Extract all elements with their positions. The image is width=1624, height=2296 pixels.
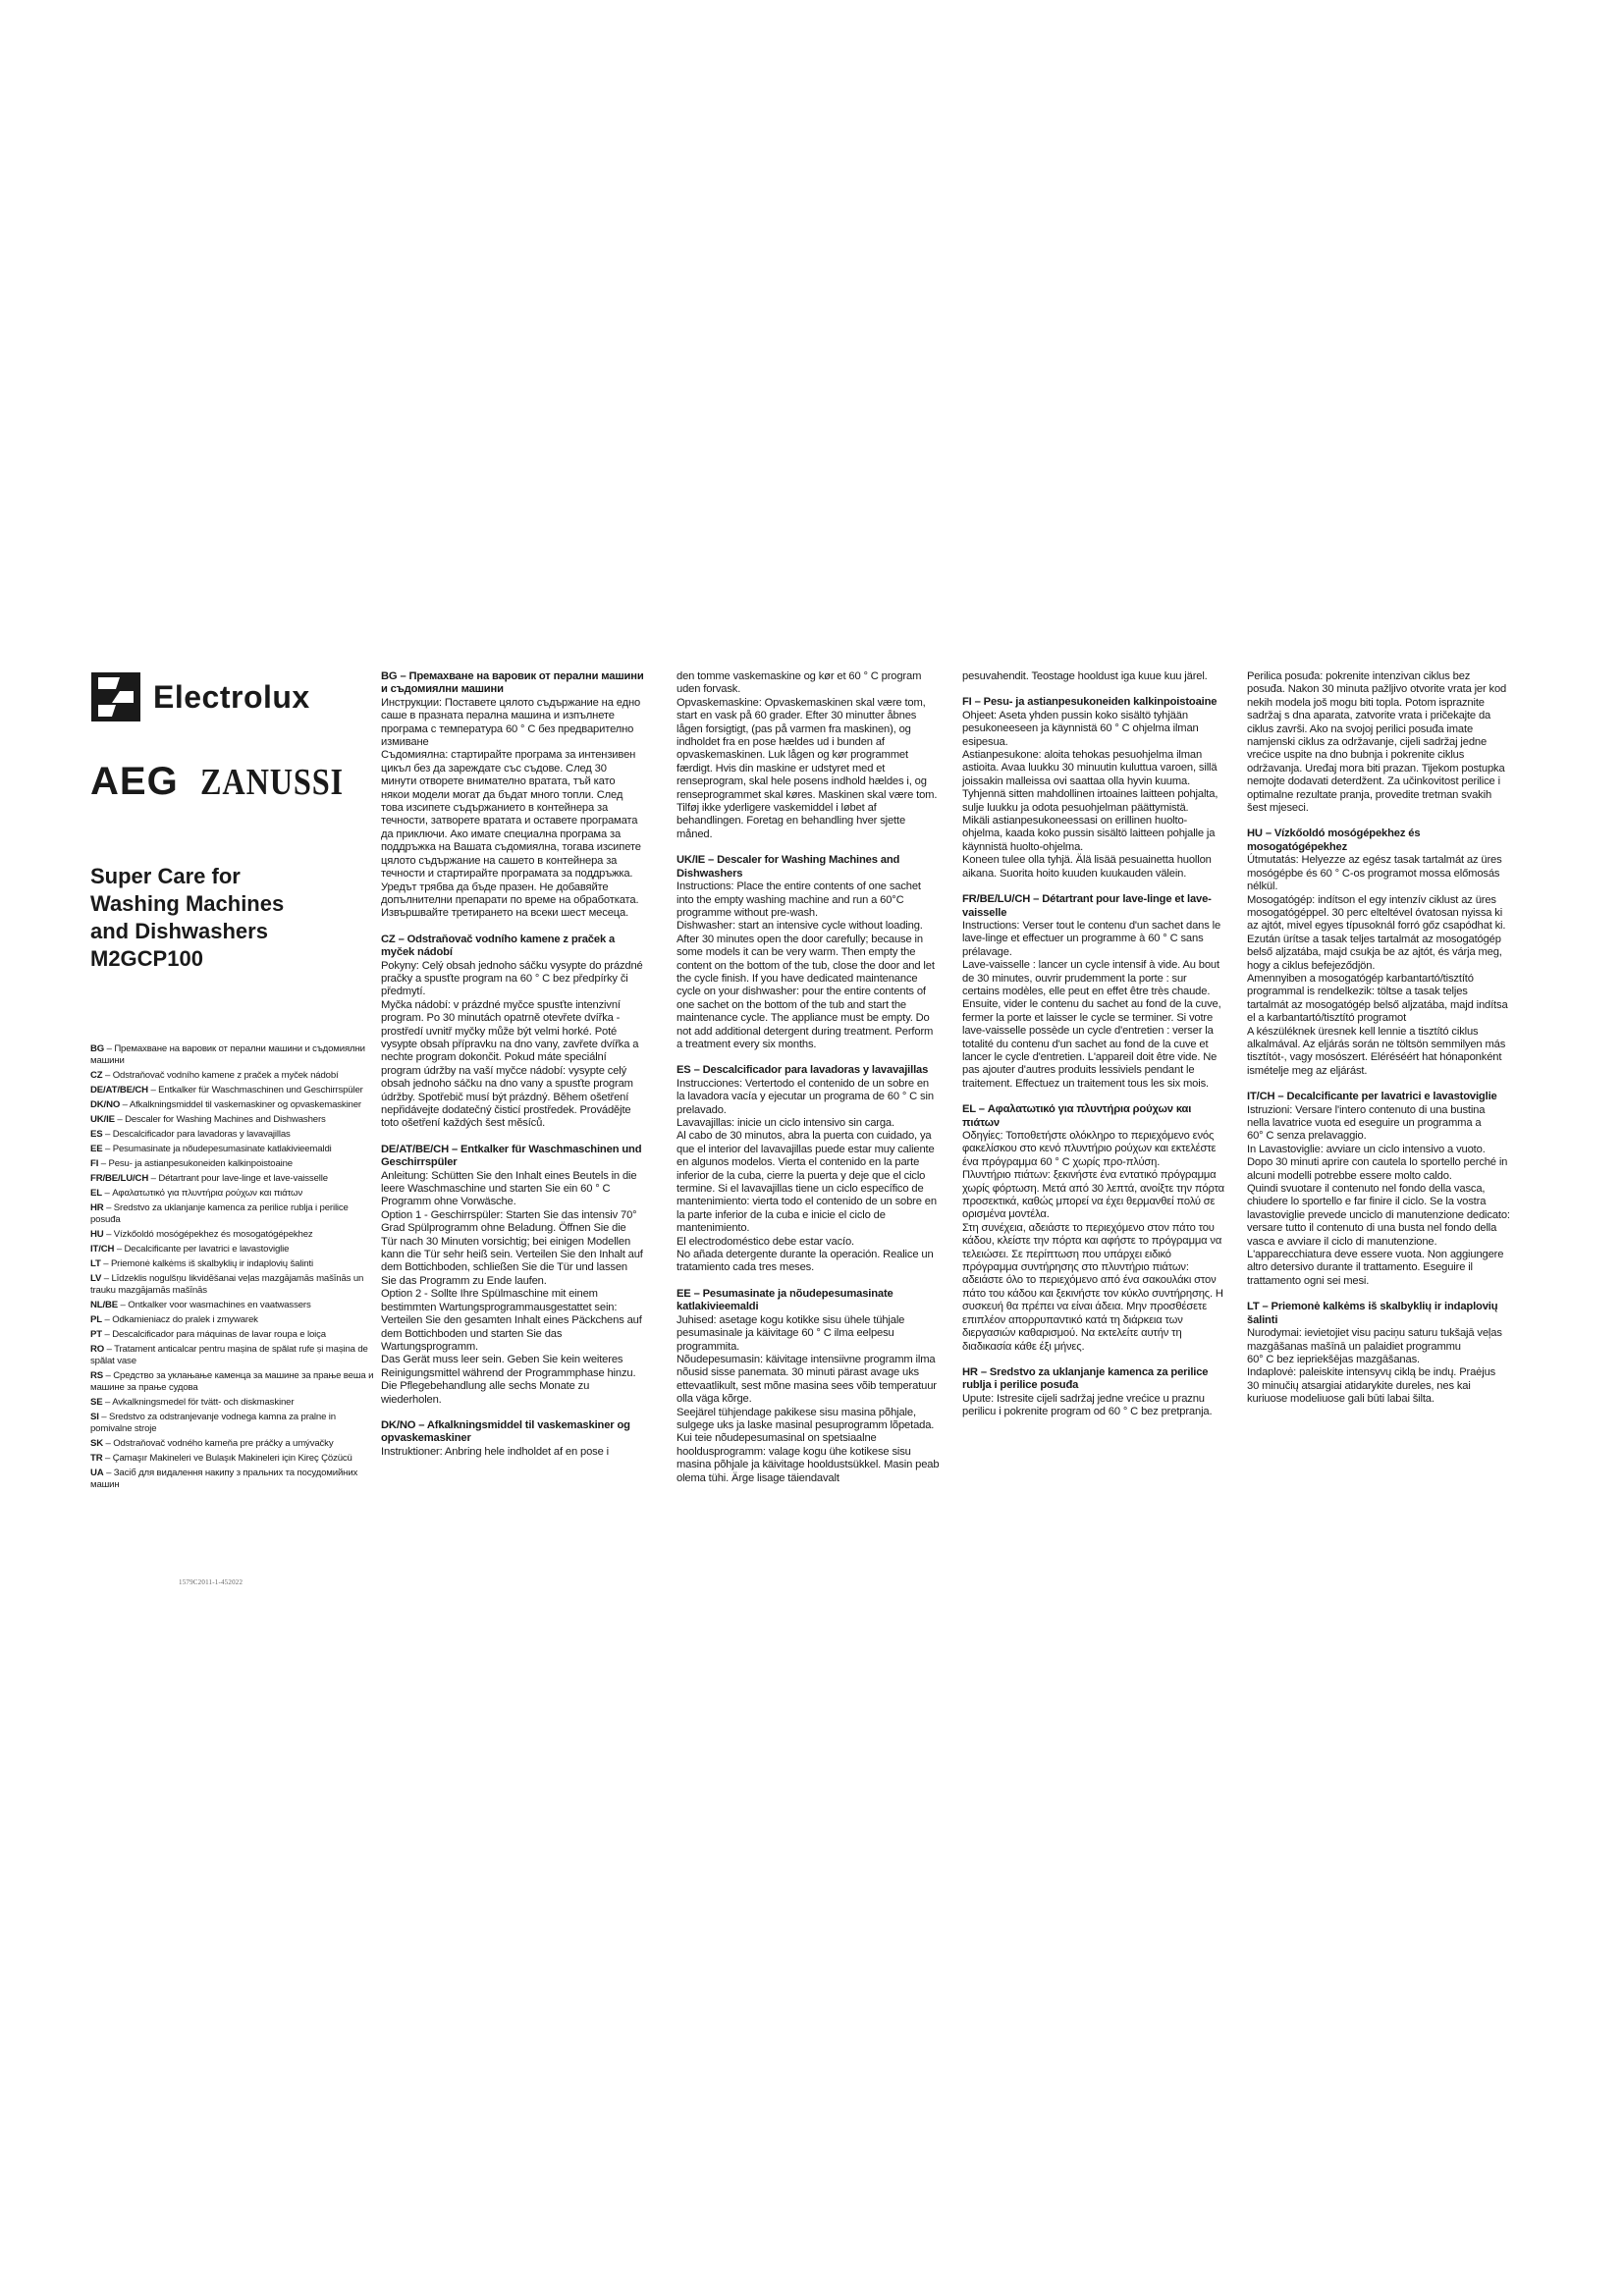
section-body: Upute: Istresite cijeli sadržaj jedne vrećice u praznu perilicu i pokrenite program od 60 ° C bez pretpranja. [962, 1392, 1213, 1418]
section-body: pesuvahendit. Teostage hooldust iga kuue kuu järel. [962, 670, 1208, 682]
section-heading: FI – Pesu- ja astianpesukoneiden kalkinpoistoaine [962, 696, 1218, 709]
language-label: Засіб для видалення накипу з пральних та посудомийних машин [90, 1468, 358, 1490]
language-code: CZ [90, 1070, 103, 1081]
language-index-item: HU – Vízkőoldó mosógépekhez és mosogatógépekhez [90, 1229, 313, 1240]
language-code: SE [90, 1397, 103, 1408]
section-body: Instruktioner: Anbring hele indholdet af en pose i [381, 1445, 609, 1458]
language-index-item: SK – Odstraňovač vodného kameňa pre práčky a umývačky [90, 1438, 334, 1449]
language-index-item: SE – Avkalkningsmedel för tvätt- och diskmaskiner [90, 1397, 295, 1408]
section-heading: FR/BE/LU/CH – Détartrant pour lave-linge et lave-vaisselle [962, 893, 1212, 919]
section-body: Nurodymai: ievietojiet visu paciņu saturu tukšajā veļas mazgāšanas mašīnā un palaidiet programmu 60° C bez iepriekšējas mazgāšanas. Indaplovė: paleiskite intensyvų ciklą be indų. Praėjus 30 minučių atsargiai atidarykite dureles, nes kai kuriuose modeliuose gali būti labai šilta. [1247, 1327, 1502, 1406]
language-index-item: UA – Засіб для видалення накипу з пральних та посудомийних машин [90, 1468, 358, 1490]
language-section [962, 1366, 1225, 1419]
section-body: Instrucciones: Vertertodo el contenido de un sobre en la lavadora vacía y ejecutar un programa de 60 ° C sin prelavado. Lavavajillas: inicie un ciclo intensivo sin carga. Al cabo de 30 minutos, abra la puerta con cuidado, ya que el interior del lavavajillas puede estar muy caliente en algunos modelos. Vierta el contenido en la parte inferior de la cuba, cierre la puerta y deje que el ciclo termine. Si el lavavajillas tiene un ciclo específico de mantenimiento: vierta todo el contenido de un sobre en la parte inferior de la cuba e inicie el ciclo de mantenimiento. El electrodoméstico debe estar vacío. No añada detergente durante la operación. Realice un tratamiento cada tres meses. [677, 1077, 937, 1274]
aeg-logo: AEG [90, 760, 179, 803]
section-body: Juhised: asetage kogu kotikke sisu ühele tühjale pesumasinale ja käivitage 60 ° C ilma eelpesu programmita. Nõudepesumasin: käivitage intensiivne programm ilma nõusid sisse panemata. 30 minuti pärast avage uks ettevaatlikult, sest mõne masina sees võib temperatuur olla väga kõrge. Seejärel tühjendage pakikese sisu masina põhjale, sulgege uks ja laske masinal pesuprogramm lõpetada. Kui teie nõudepesumasinal on spetsiaalne hooldusprogramm: valage kogu ühe kotikese sisu masina põhjale ja käivitage hooldustsükkel. Masin peab olema tühi. Ärge lisage täiendavalt [677, 1313, 940, 1484]
language-section [1247, 1301, 1510, 1406]
language-section [381, 670, 644, 921]
section-heading: ES – Descalcificador para lavadoras y lavavajillas [677, 1064, 929, 1077]
language-section [962, 1103, 1225, 1354]
section-heading: CZ – Odstraňovač vodního kamene z praček a myček nádobí [381, 933, 616, 959]
language-code: EL [90, 1188, 102, 1199]
language-index-item: DE/AT/BE/CH – Entkalker für Waschmaschinen und Geschirrspüler [90, 1085, 363, 1095]
language-code: RS [90, 1370, 104, 1381]
electrolux-logo [90, 667, 346, 726]
language-index-item: EL – Αφαλατωτικό για πλυντήρια ρούχων και πιάτων [90, 1188, 303, 1199]
language-code: UA [90, 1468, 104, 1478]
language-code: LT [90, 1258, 101, 1269]
section-body: den tomme vaskemaskine og kør et 60 ° C program uden forvask. Opvaskemaskine: Opvaskemaskinen skal være tom, start en vask på 60 grader. Efter 30 minutter åbnes lågen forsigtigt, (pas på varmen fra maskinen), og indholdet fra en pose hældes ud i bunden af opvaskemaskinen. Luk lågen og kør programmet færdigt. Hvis din maskine er udstyret med et renseprogram, skal hele posens indhold hældes i, og renseprogrammet skal køres. Maskinen skal være tom. Tilføj ikke yderligere vaskemiddel i løbet af behandlingen. Foretag en behandling hver sjette måned. [677, 670, 938, 840]
language-code: SI [90, 1412, 99, 1422]
language-label: Pesumasinate ja nõudepesumasinate katlakivieemaldi [112, 1144, 332, 1154]
section-body: Istruzioni: Versare l'intero contenuto di una bustina nella lavatrice vuota ed eseguire un programma a 60° C senza prelavaggio. In Lavastoviglie: avviare un ciclo intensivo a vuoto. Dopo 30 minuti aprire con cautela lo sportello perché in alcuni modelli potrebbe essere molto caldo. Quindi svuotare il contenuto nel fondo della vasca, chiudere lo sportello e far finire il ciclo. Se la vostra lavastoviglie prevede unciclo di manutenzione dedicato: versare tutto il contenuto di una busta nel fondo della vasca e avviare il ciclo di manutenzione. L'apparecchiatura deve essere vuota. Non aggiungere altro detersivo durante il trattamento. Eseguire il trattamento ogni sei mesi. [1247, 1103, 1510, 1287]
language-code: IT/CH [90, 1244, 115, 1255]
language-section [962, 893, 1225, 1091]
language-label: Odstraňovač vodního kamene z praček a myček nádobí [112, 1070, 339, 1081]
language-index-item: RO – Tratament anticalcar pentru mașina de spălat rufe și mașina de spălat vase [90, 1344, 368, 1366]
language-code: RO [90, 1344, 105, 1355]
language-code: DK/NO [90, 1099, 121, 1110]
section-heading: DK/NO – Afkalkningsmiddel til vaskemaskiner og opvaskemaskiner [381, 1418, 630, 1445]
language-label: Sredstvo za odstranjevanje vodnega kamna za pralne in pomivalne stroje [90, 1412, 336, 1434]
product-title: Super Care for Washing Machines and Dishwashers [90, 864, 285, 943]
section-body: Instructions: Verser tout le contenu d'un sachet dans le lave-linge et effectuer un programme à 60 ° C sans prélavage. Lave-vaisselle : lancer un cycle intensif à vide. Au bout de 30 minutes, ouvrir prudemment la porte : sur certains modèles, elle peut en effet être très chaude. Ensuite, vider le contenu du sachet au fond de la cuve, fermer la porte et laisser le cycle se terminer. Si votre lave-vaisselle possède un cycle d'entretien : verser la totalité du contenu d'un sachet au fond de la cuve et lancer le cycle d'entretien. L'appareil doit être vide. Ne pas ajouter d'autres produits lessiviels pendant le traitement. Effectuez un traitement tous les six mois. [962, 919, 1221, 1090]
section-heading: HR – Sredstvo za uklanjanje kamenca za perilice rublja i perilice posuđa [962, 1365, 1209, 1392]
language-label: Sredstvo za uklanjanje kamenca za perilice rublja i perilice posuđa [90, 1202, 349, 1225]
section-body: Instructions: Place the entire contents of one sachet into the empty washing machine and run a 60°C programme without pre-wash. Dishwasher: start an intensive cycle without loading. After 30 minutes open the door carefully; because in some models it can be very warm. Then empty the content on the bottom of the tub, close the door and let the cycle finish. If you have dedicated maintenance cycle on your dishwasher: pour the entire contents of one sachet on the bottom of the tub and start the maintenance cycle. The appliance must be empty. Do not add additional detergent during treatment. Perform a treatment every six months. [677, 881, 935, 1050]
language-section [1247, 670, 1510, 815]
language-section [1247, 1091, 1510, 1288]
language-index-item: EE – Pesumasinate ja nõudepesumasinate katlakivieemaldi [90, 1144, 332, 1154]
brand-logos-row [90, 760, 346, 804]
language-index-item: BG – Премахване на варовик от перални машини и съдомиялни машини [90, 1043, 365, 1066]
language-code: TR [90, 1453, 103, 1464]
language-label: Ontkalker voor wasmachines en vaatwassers [128, 1300, 311, 1310]
language-label: Līdzeklis nogulšņu likvidēšanai veļas mazgājamās mašīnās un trauku mazgājamās mašīnās [90, 1273, 364, 1296]
language-section [962, 670, 1225, 683]
text-column-1 [381, 670, 644, 1471]
language-index-item: IT/CH – Decalcificante per lavatrici e lavastoviglie [90, 1244, 290, 1255]
section-heading: EE – Pesumasinate ja nõudepesumasinate katlakivieemaldi [677, 1287, 893, 1313]
language-label: Descaler for Washing Machines and Dishwashers [125, 1114, 326, 1125]
language-label: Détartrant pour lave-linge et lave-vaisselle [158, 1173, 328, 1184]
section-heading: BG – Премахване на варовик от перални машини и съдомиялни машини [381, 670, 644, 696]
language-section [677, 1288, 940, 1485]
language-code: ES [90, 1129, 103, 1140]
zanussi-logo: ZANUSSI [199, 762, 344, 803]
language-code: UK/IE [90, 1114, 115, 1125]
text-column-3 [962, 670, 1225, 1432]
language-label: Vízkőoldó mosógépekhez és mosogatógépekhez [113, 1229, 313, 1240]
language-code: HU [90, 1229, 104, 1240]
text-column-2 [677, 670, 940, 1498]
language-label: Средство за уклањање каменца за машине за прање веша и машине за прање судова [90, 1370, 374, 1393]
language-index-item: NL/BE – Ontkalker voor wasmachines en vaatwassers [90, 1300, 311, 1310]
language-index-item: TR – Çamaşır Makineleri ve Bulaşık Makineleri için Kireç Çözücü [90, 1453, 352, 1464]
electrolux-mark-icon [90, 671, 141, 722]
section-body: Perilica posuđa: pokrenite intenzivan ciklus bez posuđa. Nakon 30 minuta pažljivo otvorite vrata jer kod nekih modela još mogu biti topla. Potom ispraznite sadržaj s dna aparata, zatvorite vrata i pričekajte da ciklus završi. Ako na svojoj perilici posuđa imate namjenski ciklus za održavanje, cijeli sadržaj jedne vrećice uspite na dno bubnja i pokrenite ciklus održavanja. Uređaj mora biti prazan. Tijekom postupka nemojte dodavati deterdžent. Za učinkovitost perilice i optimalne rezultate pranja, provedite tretman svakih šest mjeseci. [1247, 670, 1507, 815]
language-index-item: LV – Līdzeklis nogulšņu likvidēšanai veļas mazgājamās mašīnās un trauku mazgājamās mašīnās [90, 1273, 364, 1296]
language-label: Entkalker für Waschmaschinen und Geschirrspüler [158, 1085, 363, 1095]
language-code: BG [90, 1043, 105, 1054]
language-index-item: CZ – Odstraňovač vodního kamene z praček a myček nádobí [90, 1070, 339, 1081]
language-index-item: FR/BE/LU/CH – Détartrant pour lave-linge et lave-vaisselle [90, 1173, 328, 1184]
language-index-item: PL – Odkamieniacz do pralek i zmywarek [90, 1314, 258, 1325]
language-section [381, 1419, 644, 1459]
language-label: Afkalkningsmiddel til vaskemaskiner og opvaskemaskiner [129, 1099, 361, 1110]
language-code: HR [90, 1202, 104, 1213]
language-index-item: ES – Descalcificador para lavadoras y lavavajillas [90, 1129, 291, 1140]
language-index-item: FI – Pesu- ja astianpesukoneiden kalkinpoistoaine [90, 1158, 293, 1169]
language-section [381, 934, 644, 1131]
language-label: Odstraňovač vodného kameňa pre práčky a umývačky [113, 1438, 334, 1449]
brand-column [90, 667, 346, 973]
section-heading: DE/AT/BE/CH – Entkalker für Waschmaschinen und Geschirrspüler [381, 1143, 642, 1169]
language-label: Odkamieniacz do pralek i zmywarek [112, 1314, 258, 1325]
language-code: PT [90, 1329, 102, 1340]
language-section [677, 854, 940, 1051]
language-label: Avkalkningsmedel för tvätt- och diskmaskiner [112, 1397, 295, 1408]
language-index-item: DK/NO – Afkalkningsmiddel til vaskemaskiner og opvaskemaskiner [90, 1099, 361, 1110]
language-index-item: HR – Sredstvo za uklanjanje kamenca za perilice rublja i perilice posuđa [90, 1202, 349, 1225]
language-label: Descalcificador para máquinas de lavar roupa e loiça [112, 1329, 326, 1340]
language-label: Pesu- ja astianpesukoneiden kalkinpoistoaine [108, 1158, 293, 1169]
language-section [381, 1144, 644, 1407]
language-label: Премахване на варовик от перални машини и съдомиялни машини [90, 1043, 365, 1066]
section-body: Ohjeet: Aseta yhden pussin koko sisältö tyhjään pesukoneeseen ja käynnistä 60 ° C ohjelma ilman esipesua. Astianpesukone: aloita tehokas pesuohjelma ilman astioita. Avaa luukku 30 minuutin kuluttua varoen, sillä joissakin malleissa ovi saattaa olla hyvin kuuma. Tyhjennä sitten mahdollinen irtoaines laitteen pohjalta, sulje luukku ja odota pesuohjelman päättymistä. Mikäli astianpesukoneessasi on erillinen huolto-ohjelma, kaada koko pussin sisältö laitteen pohjalle ja käynnistä huolto-ohjelma. Koneen tulee olla tyhjä. Älä lisää pesuainetta huollon aikana. Suorita hoito kuuden kuukauden välein. [962, 709, 1218, 880]
language-label: Descalcificador para lavadoras y lavavajillas [112, 1129, 291, 1140]
language-code: DE/AT/BE/CH [90, 1085, 148, 1095]
product-code: M2GCP100 [90, 946, 203, 971]
language-section [1247, 828, 1510, 1078]
section-heading: EL – Αφαλατωτικό για πλυντήρια ρούχων και πιάτων [962, 1103, 1192, 1129]
section-heading: UK/IE – Descaler for Washing Machines and Dishwashers [677, 854, 900, 880]
section-body: Инструкции: Поставете цялото съдържание на едно саше в празната перална машина и изпълнете програма с температура 60 ° С без предварително измиване Съдомиялна: стартирайте програма за интензивен цикъл без да зареждате със съдове. След 30 минути отворете внимателно вратата, тъй като някои модели могат да бъдат много топли. След това изсипете съдържанието в контейнера за течности, затворете вратата и оставете програмата да приключи. Ако имате специална програма за поддръжка на Вашата съдомиялна, тогава изсипете цялото съдържание на сашето в контейнера за течности и стартирайте програмата за поддръжка. Уредът трябва да бъде празен. Не добавяйте допълнителни препарати по време на обработката. Извършвайте третирането на всеки шест месеца. [381, 696, 641, 920]
section-body: Anleitung: Schütten Sie den Inhalt eines Beutels in die leere Waschmaschine und starten Sie ein 60 ° C Programm ohne Vorwäsche. Option 1 - Geschirrspüler: Starten Sie das intensiv 70° Grad Spülprogramm ohne Beladung. Öffnen Sie die Tür nach 30 Minuten vorsichtig; bei einigen Modellen kann die Tür sehr heiß sein. Verteilen Sie den Inhalt auf dem Bottichboden, schließen Sie die Tür und lassen Sie das Programm zu Ende laufen. Option 2 - Sollte Ihre Spülmaschine mit einem bestimmten Wartungsprogrammausgestattet sein: Verteilen Sie den gesamten Inhalt eines Päckchens auf dem Bottichboden und starten Sie das Wartungsprogramm. Das Gerät muss leer sein. Geben Sie kein weiteres Reinigungsmittel während der Programmphase hinzu. Die Pflegebehandlung alle sechs Monate zu wiederholen. [381, 1169, 643, 1406]
language-code: SK [90, 1438, 104, 1449]
section-body: Pokyny: Celý obsah jednoho sáčku vysypte do prázdné pračky a spusťte program na 60 ° C bez předpírky či předmytí. Myčka nádobí: v prázdné myčce spusťte intenzivní program. Po 30 minutách opatrně otevřete dvířka - prostředí uvnitř myčky může být velmi horké. Poté vysypte obsah přípravku na dno vany, zavřete dvířka a nechte program dokončit. Pokud máte speciální program údržby na vaší myčce nádobí: vysypte celý obsah jednoho sáčku na dno vany a spusťte program údržby. Spotřebič musí být prázdný. Během ošetření nepřidávejte dodatečný čisticí prostředek. Provádějte toto ošetření každých šest měsíců. [381, 959, 643, 1130]
section-body: Οδηγίες: Τοποθετήστε ολόκληρο το περιεχόμενο ενός φακελίσκου στο κενό πλυντήριο ρούχων και εκτελέστε ένα πρόγραμμα 60 ° C χωρίς προ-πλύση. Πλυντήριο πιάτων: ξεκινήστε ένα εντατικό πρόγραμμα χωρίς φόρτωση. Μετά από 30 λεπτά, ανοίξτε την πόρτα προσεκτικά, καθώς μπορεί να έχει θερμανθεί πολύ σε ορισμένα μοντέλα. Στη συνέχεια, αδειάστε το περιεχόμενο στον πάτο του κάδου, κλείστε την πόρτα και αφήστε το πρόγραμμα να τελειώσει. Σε περίπτωση που υπάρχει ειδικό πρόγραμμα συντήρησης στο πλυντήριο πιάτων: αδειάστε όλο το περιεχόμενο από ένα σακουλάκι στον πάτο του κάδου και ξεκινήστε τον κύκλο συντήρησης. Η συσκευή θα πρέπει να είναι άδεια. Μην προσθέσετε επιπλέον απορρυπαντικό κατά τη διάρκεια των διεργασιών καθαρισμού. Να εκτελείτε αυτήν τη διαδικασία κάθε έξι μήνες. [962, 1130, 1224, 1353]
section-heading: LT – Priemonė kalkėms iš skalbyklių ir indaplovių šalinti [1247, 1301, 1498, 1326]
language-index [90, 1043, 375, 1494]
language-label: Tratament anticalcar pentru mașina de spălat rufe și mașina de spălat vase [90, 1344, 368, 1366]
language-index-item: SI – Sredstvo za odstranjevanje vodnega kamna za pralne in pomivalne stroje [90, 1412, 336, 1434]
section-body: Útmutatás: Helyezze az egész tasak tartalmát az üres mosógépbe és 60 ° C-os programot mossa előmosás nélkül. Mosogatógép: indítson el egy intenzív ciklust az üres mosogatógéppel. 30 perc elteltével óvatosan nyissa ki az ajtót, mivel egyes típusoknál forró gőz csapódhat ki. Ezután ürítse a tasak teljes tartalmát az mosogatógép belső aljzatába, majd csukja be az ajtót, és várja meg, hogy a ciklus befejeződjön. Amennyiben a mosogatógép karbantartó/tisztító programmal is rendelkezik: töltse a tasak teljes tartalmát az mosogatógép belső aljzatába, majd indítsa el a karbantartó/tisztító programot A készüléknek üresnek kell lennie a tisztító ciklus alkalmával. Az eljárás során ne töltsön semmilyen más tisztítót-, vagy mosószert. Eléréséért hat hónaponként ismételje meg az eljárást. [1247, 854, 1508, 1077]
language-label: Αφαλατωτικό για πλυντήρια ρούχων και πιάτων [112, 1188, 303, 1199]
language-section [962, 696, 1225, 881]
section-heading: IT/CH – Decalcificante per lavatrici e lavastoviglie [1247, 1091, 1497, 1103]
text-column-4 [1247, 670, 1510, 1419]
language-code: FR/BE/LU/CH [90, 1173, 149, 1184]
language-index-item: PT – Descalcificador para máquinas de lavar roupa e loiça [90, 1329, 326, 1340]
document-code: 1579C2011-1-452022 [179, 1578, 244, 1586]
language-section [677, 1064, 940, 1275]
language-label: Priemonė kalkėms iš skalbyklių ir indaplovių šalinti [110, 1258, 313, 1269]
language-index-item: UK/IE – Descaler for Washing Machines and Dishwashers [90, 1114, 326, 1125]
language-code: EE [90, 1144, 103, 1154]
language-label: Çamaşır Makineleri ve Bulaşık Makineleri için Kireç Çözücü [112, 1453, 352, 1464]
section-heading: HU – Vízkőoldó mosógépekhez és mosogatógépekhez [1247, 828, 1421, 853]
language-code: FI [90, 1158, 99, 1169]
electrolux-wordmark: Electrolux [153, 678, 310, 715]
language-section [677, 670, 940, 841]
language-code: LV [90, 1273, 102, 1284]
language-label: Decalcificante per lavatrici e lavastoviglie [124, 1244, 290, 1255]
language-code: PL [90, 1314, 102, 1325]
language-index-item: RS – Средство за уклањање каменца за машине за прање веша и машине за прање судова [90, 1370, 374, 1393]
language-code: NL/BE [90, 1300, 119, 1310]
language-index-item: LT – Priemonė kalkėms iš skalbyklių ir indaplovių šalinti [90, 1258, 313, 1269]
